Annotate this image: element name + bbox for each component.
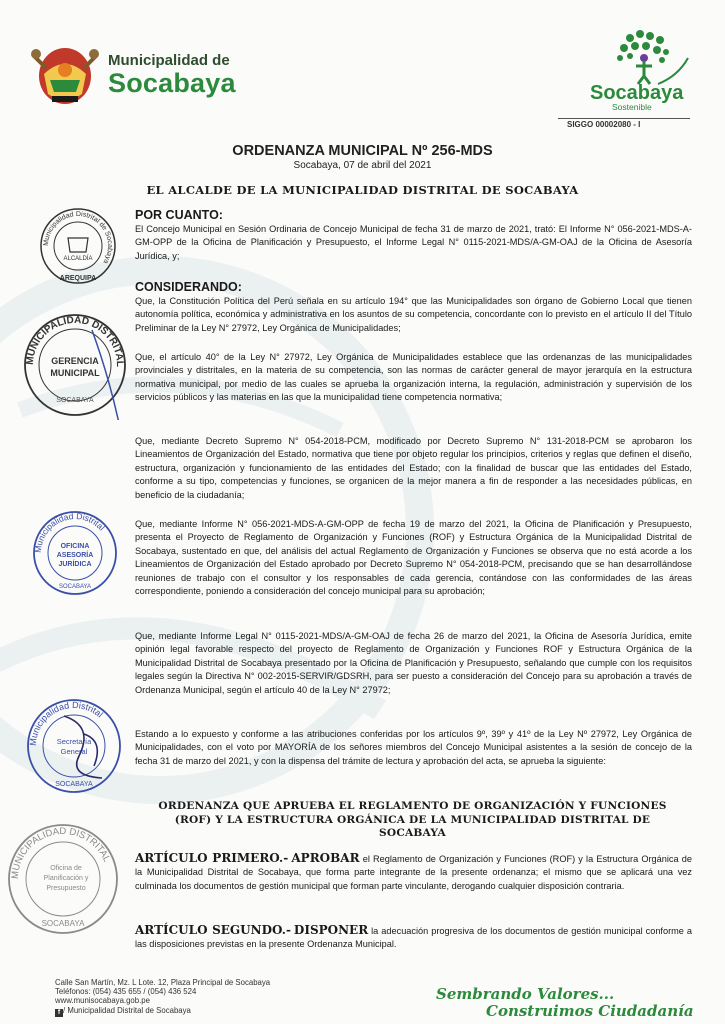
considerando-paragraph-2: Que, el artículo 40° de la Ley N° 27972, Ley Orgánica de Municipalidades establece que las ordenanzas de las municipalidades provinciales y distritales, en la materia de su competencia, son las normas de carácter general de mayor jerarquía en la estructura normativa municipal, por medio de las cuales se aprueba la organización interna, la regulación, administración y supervisión de los servicios públicos y las materias en las que la municipalidad tiene competencia normativa; bbox=[135, 352, 692, 403]
slogan-line-2: Construimos Ciudadanía bbox=[486, 1002, 694, 1020]
planificacion-stamp-bottom: SOCABAYA bbox=[41, 919, 85, 928]
alcaldia-stamp-bottom: AREQUIPA bbox=[59, 275, 97, 282]
muni-label-top: Municipalidad de bbox=[108, 52, 230, 69]
alcaldia-stamp-ring: Municipalidad Distrital de Socabaya bbox=[42, 210, 114, 265]
secretaria-stamp-bottom: SOCABAYA bbox=[55, 781, 93, 788]
asesoria-stamp-ring: Municipalidad Distrital bbox=[32, 510, 107, 554]
planificacion-stamp-ring: MUNICIPALIDAD DISTRITAL bbox=[9, 825, 113, 880]
footer-web[interactable]: www.munisocabaya.gob.pe bbox=[55, 996, 150, 1006]
article-second-lead: ARTÍCULO SEGUNDO.- bbox=[135, 923, 291, 937]
gerencia-stamp-line1: GERENCIA bbox=[51, 356, 99, 366]
gerencia-stamp-bottom: SOCABAYA bbox=[56, 397, 94, 404]
tree-figure-icon bbox=[600, 28, 690, 88]
gerencia-stamp-ring: MUNICIPALIDAD DISTRITAL bbox=[24, 314, 126, 368]
alcaldia-stamp-center: ALCALDÍA bbox=[63, 256, 93, 262]
footer-facebook[interactable] bbox=[55, 1006, 270, 1017]
ordinance-date: Socabaya, 07 de abril del 2021 bbox=[293, 160, 432, 171]
secretaria-stamp-ring: Municipalidad Distrital bbox=[27, 699, 105, 747]
brand-name: Socabaya bbox=[590, 82, 684, 104]
muni-name: Socabaya bbox=[108, 68, 236, 98]
footer-facebook-label: / Municipalidad Distrital de Socabaya bbox=[63, 1005, 191, 1015]
article-first bbox=[135, 852, 692, 893]
asesoria-stamp-line3: JURÍDICA bbox=[58, 561, 92, 568]
article-second-verb: DISPONER bbox=[293, 923, 369, 937]
considerando-heading: CONSIDERANDO: bbox=[135, 280, 242, 294]
asesoria-stamp-line1: OFICINA bbox=[60, 543, 90, 550]
article-second-text: la adecuación progresiva de los documentos de gestión municipal conforme a las disposiciones previstas en la presente Ordenanza Municipal. bbox=[135, 926, 692, 950]
footer-contact bbox=[55, 978, 270, 1017]
facebook-icon: f bbox=[55, 1009, 63, 1017]
brand-sub: Sostenible bbox=[612, 102, 652, 112]
por-cuanto-heading: POR CUANTO: bbox=[135, 208, 223, 222]
footer-phones: Teléfonos: (054) 435 655 / (054) 436 524 bbox=[55, 987, 197, 997]
considerando-paragraph-6: Estando a lo expuesto y conforme a las atribuciones conferidas por los artículos 9º, 39º y 41º de la Ley Nº 27972, Ley Orgánica de Municipalidades, con el voto por MAYORÍA de los señores miembros del Concejo Municipal asistentes a la sesión de concejo de la fecha 31 de marzo del 2021, y con la dispensa del trámite de lectura y aprobación del acta, se aprueba la siguiente: bbox=[135, 729, 692, 766]
ordinance-title: ORDENANZA MUNICIPAL Nº 256-MDS bbox=[232, 143, 493, 159]
article-first-lead: ARTÍCULO PRIMERO.- bbox=[135, 851, 289, 865]
gerencia-stamp bbox=[20, 310, 130, 420]
considerando-paragraph-3: Que, mediante Decreto Supremo N° 054-2018-PCM, modificado por Decreto Supremo N° 131-2018-PCM se aprobaron los Lineamientos de Organización del Estado, normativa que tiene por objeto regular los principios, criterios y reglas que definen el diseño, estructura, organización y funcionamiento de las entidades del Estado; con la finalidad de buscar que las entidades del Estado, conforme a su tipo, competencias y funciones, se organicen de la mejor manera a fin de responder a las necesidades públicas, en beneficio de la ciudadanía; bbox=[135, 436, 692, 500]
ordinance-body-title: ORDENANZA QUE APRUEBA EL REGLAMENTO DE ORGANIZACIÓN Y FUNCIONES (ROF) Y LA ESTRUCTURA ORGÁNICA DE LA MUNICIPALIDAD DISTRITAL DE SOCABAYA bbox=[158, 800, 667, 839]
article-second bbox=[135, 924, 692, 952]
secretaria-stamp-line1: Secretaría bbox=[56, 737, 92, 746]
footer-address: Calle San Martín, Mz. L Lote. 12, Plaza Principal de Socabaya bbox=[55, 978, 271, 987]
planificacion-stamp-line2: Planificación y bbox=[43, 875, 89, 882]
siggo-code: SIGGO 00002080 - I bbox=[567, 120, 641, 129]
alcaldia-stamp bbox=[38, 206, 118, 286]
siggo-divider bbox=[558, 118, 690, 119]
mayor-heading: EL ALCALDE DE LA MUNICIPALIDAD DISTRITAL DE SOCABAYA bbox=[146, 183, 579, 197]
secretaria-stamp-line2: General bbox=[60, 747, 88, 756]
article-first-text: el Reglamento de Organización y Funciones (ROF) y la Estructura Orgánica de la Municipalidad Distrital de Socabaya, que forma parte integrante de la presente ordenanza; el mismo que se aplicará una vez culminada los documentos de gestión municipal que forman parte vinculante, derogando cualquier disposición contraria. bbox=[135, 854, 692, 891]
planificacion-stamp-line1: Oficina de bbox=[50, 865, 82, 872]
considerando-paragraph-1: Que, la Constitución Política del Perú señala en su artículo 194° que las Municipalidades son órgano de Gobierno Local que tienen autonomía política, económica y administrativa en los asuntos de su competencia, concordante con lo previsto en el artículo II del Título Preliminar de la Ley N° 27972, Ley Orgánica de Municipalidades; bbox=[135, 296, 692, 333]
asesoria-stamp bbox=[30, 508, 120, 598]
considerando-paragraph-4: Que, mediante Informe N° 056-2021-MDS-A-GM-OPP de fecha 19 de marzo del 2021, la Oficina de Planificación y Presupuesto, presenta el Proyecto de Reglamento de Organización y Funciones (ROF) y Estructura Orgánica de la Municipalidad Distrital de Socabaya, sustentado en que, del análisis del actual Reglamento de Organización y Funciones se observa que no está acorde a los Lineamientos de Organización del Estado aprobado por Decreto Supremo N° 054-2018-PCM, precisando que se han desarrollándose reuniones de trabajo con el consultor y los responsables de cada gerencia, contándose con las conformidades de las áreas correspondiente, poniendo a consideración del concejo municipal para su aprobación; bbox=[135, 519, 692, 597]
por-cuanto-text: El Concejo Municipal en Sesión Ordinaria de Concejo Municipal de fecha 31 de marzo de 2021, trató: El Informe N° 056-2021-MDS-A-GM-OPP de la Oficina de Planificación y Presupuesto, el Informe Legal N° 0115-2021-MDS/A-GM-OAJ de la Oficina de Asesoría Jurídica, y; bbox=[135, 224, 692, 261]
coat-of-arms-icon bbox=[30, 36, 100, 110]
planificacion-stamp bbox=[4, 820, 122, 938]
gerencia-stamp-line2: MUNICIPAL bbox=[50, 368, 100, 378]
asesoria-stamp-bottom: SOCABAYA bbox=[58, 584, 92, 590]
asesoria-stamp-line2: ASESORÍA bbox=[56, 552, 94, 559]
slogan-line-1: Sembrando Valores... bbox=[436, 985, 615, 1003]
planificacion-stamp-line3: Presupuesto bbox=[46, 885, 86, 892]
secretaria-stamp bbox=[24, 696, 124, 796]
article-first-verb: APROBAR bbox=[291, 851, 360, 865]
considerando-paragraph-5: Que, mediante Informe Legal N° 0115-2021-MDS/A-GM-OAJ de fecha 26 de marzo del 2021, la Oficina de Asesoría Jurídica, emite opinión legal favorable respecto del proyecto de Reglamento de Organización y Funciones ROF y Estructura Orgánica de la Municipalidad Distrital de Socabaya presentado por la Oficina de Planificación y Presupuesto, señalando que cumple con los requisitos legales según la Directiva N° 002-2015-SERVIR/GDSRH, para ser puesto a consideración del Concejo para su aprobación a través de Ordenanza Municipal, según el artículo 40 de la Ley N° 27972; bbox=[135, 631, 692, 695]
